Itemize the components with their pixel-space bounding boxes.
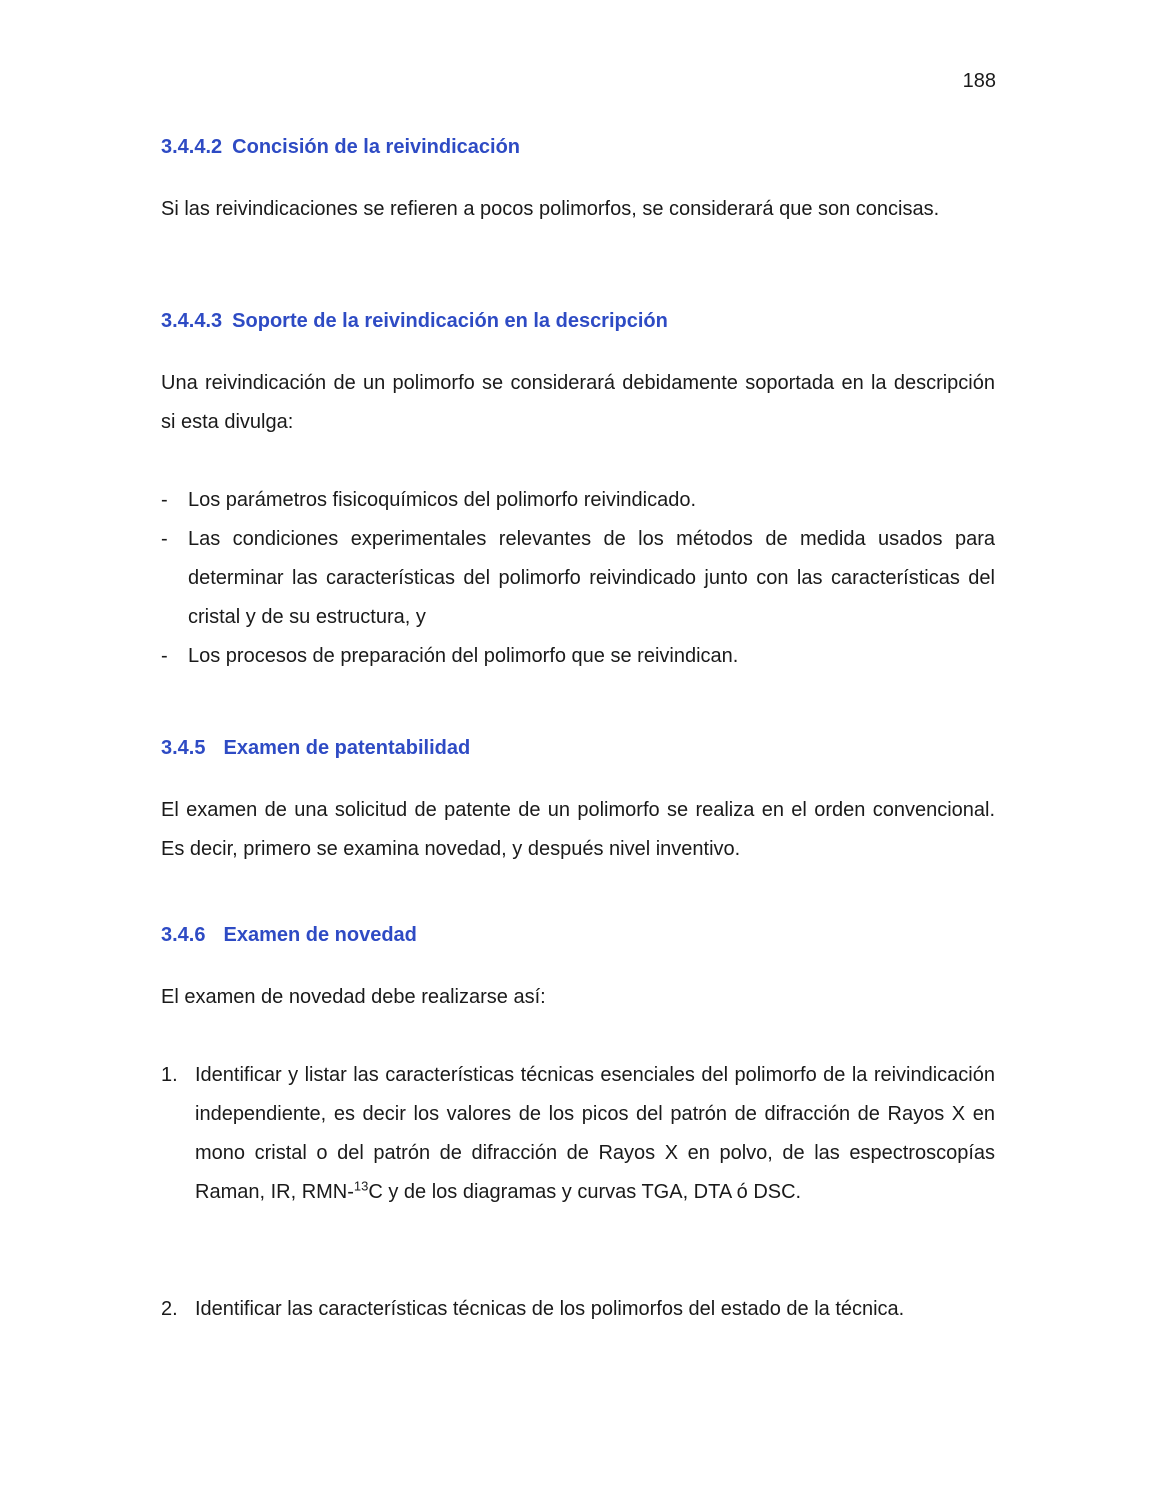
list-item: [161, 637, 995, 676]
heading-number: 3.4.5: [161, 737, 206, 759]
list-item-text: Identificar y listar las características técnicas esenciales del polimorfo de la reivindicación independiente, es decir los valores de los picos del patrón de difracción de Rayos X en mono cristal o del patrón de difracción de Rayos X en polvo, de las espectroscopías Raman, IR, RMN-$^{13}$C y de los diagramas y curvas TGA, DTA ó DSC.: [195, 1064, 995, 1203]
heading-title: Soporte de la reivindicación en la descripción: [232, 310, 668, 332]
heading-3-4-5: [161, 735, 995, 761]
list-item: [161, 1056, 995, 1212]
list-item-text: Los parámetros fisicoquímicos del polimorfo reivindicado.: [188, 489, 697, 511]
paragraph-concision: Si las reivindicaciones se refieren a pocos polimorfos, se considerará que son concisas.: [161, 198, 940, 220]
heading-title: Examen de patentabilidad: [223, 737, 471, 759]
paragraph-patentabilidad: El examen de una solicitud de patente de un polimorfo se realiza en el orden convencional. Es decir, primero se examina novedad, y después nivel inventivo.: [161, 799, 995, 860]
list-item: [161, 520, 995, 637]
list-item: [161, 1290, 995, 1329]
list-item: [161, 481, 995, 520]
heading-number: 3.4.6: [161, 924, 206, 946]
list-marker: 1.: [161, 1064, 178, 1086]
paragraph-soporte: Una reivindicación de un polimorfo se considerará debidamente soportada en la descripción si esta divulga:: [161, 372, 995, 433]
heading-number: 3.4.4.3: [161, 310, 223, 332]
list-item-text: Identificar las características técnicas de los polimorfos del estado de la técnica.: [195, 1298, 905, 1320]
novelty-steps-list: [161, 1056, 995, 1212]
list-marker: -: [161, 645, 168, 667]
list-marker: -: [161, 489, 168, 511]
support-requirements-list: [161, 481, 995, 676]
list-item-text: Las condiciones experimentales relevantes de los métodos de medida usados para determinar las características del polimorfo reivindicado junto con las características del cristal y de su estructura, y: [188, 528, 995, 628]
novelty-steps-list-cont: [161, 1290, 995, 1329]
list-marker: 2.: [161, 1298, 178, 1320]
heading-title: Examen de novedad: [223, 924, 417, 946]
list-marker: -: [161, 528, 168, 550]
list-item-text: Los procesos de preparación del polimorfo que se reivindican.: [188, 645, 739, 667]
heading-3-4-4-2: [161, 134, 995, 160]
heading-title: Concisión de la reivindicación: [232, 136, 521, 158]
heading-3-4-4-3: [161, 308, 995, 334]
paragraph-novedad: El examen de novedad debe realizarse así:: [161, 986, 546, 1008]
heading-number: 3.4.4.2: [161, 136, 223, 158]
heading-3-4-6: [161, 922, 995, 948]
page-number: 188: [962, 70, 996, 92]
